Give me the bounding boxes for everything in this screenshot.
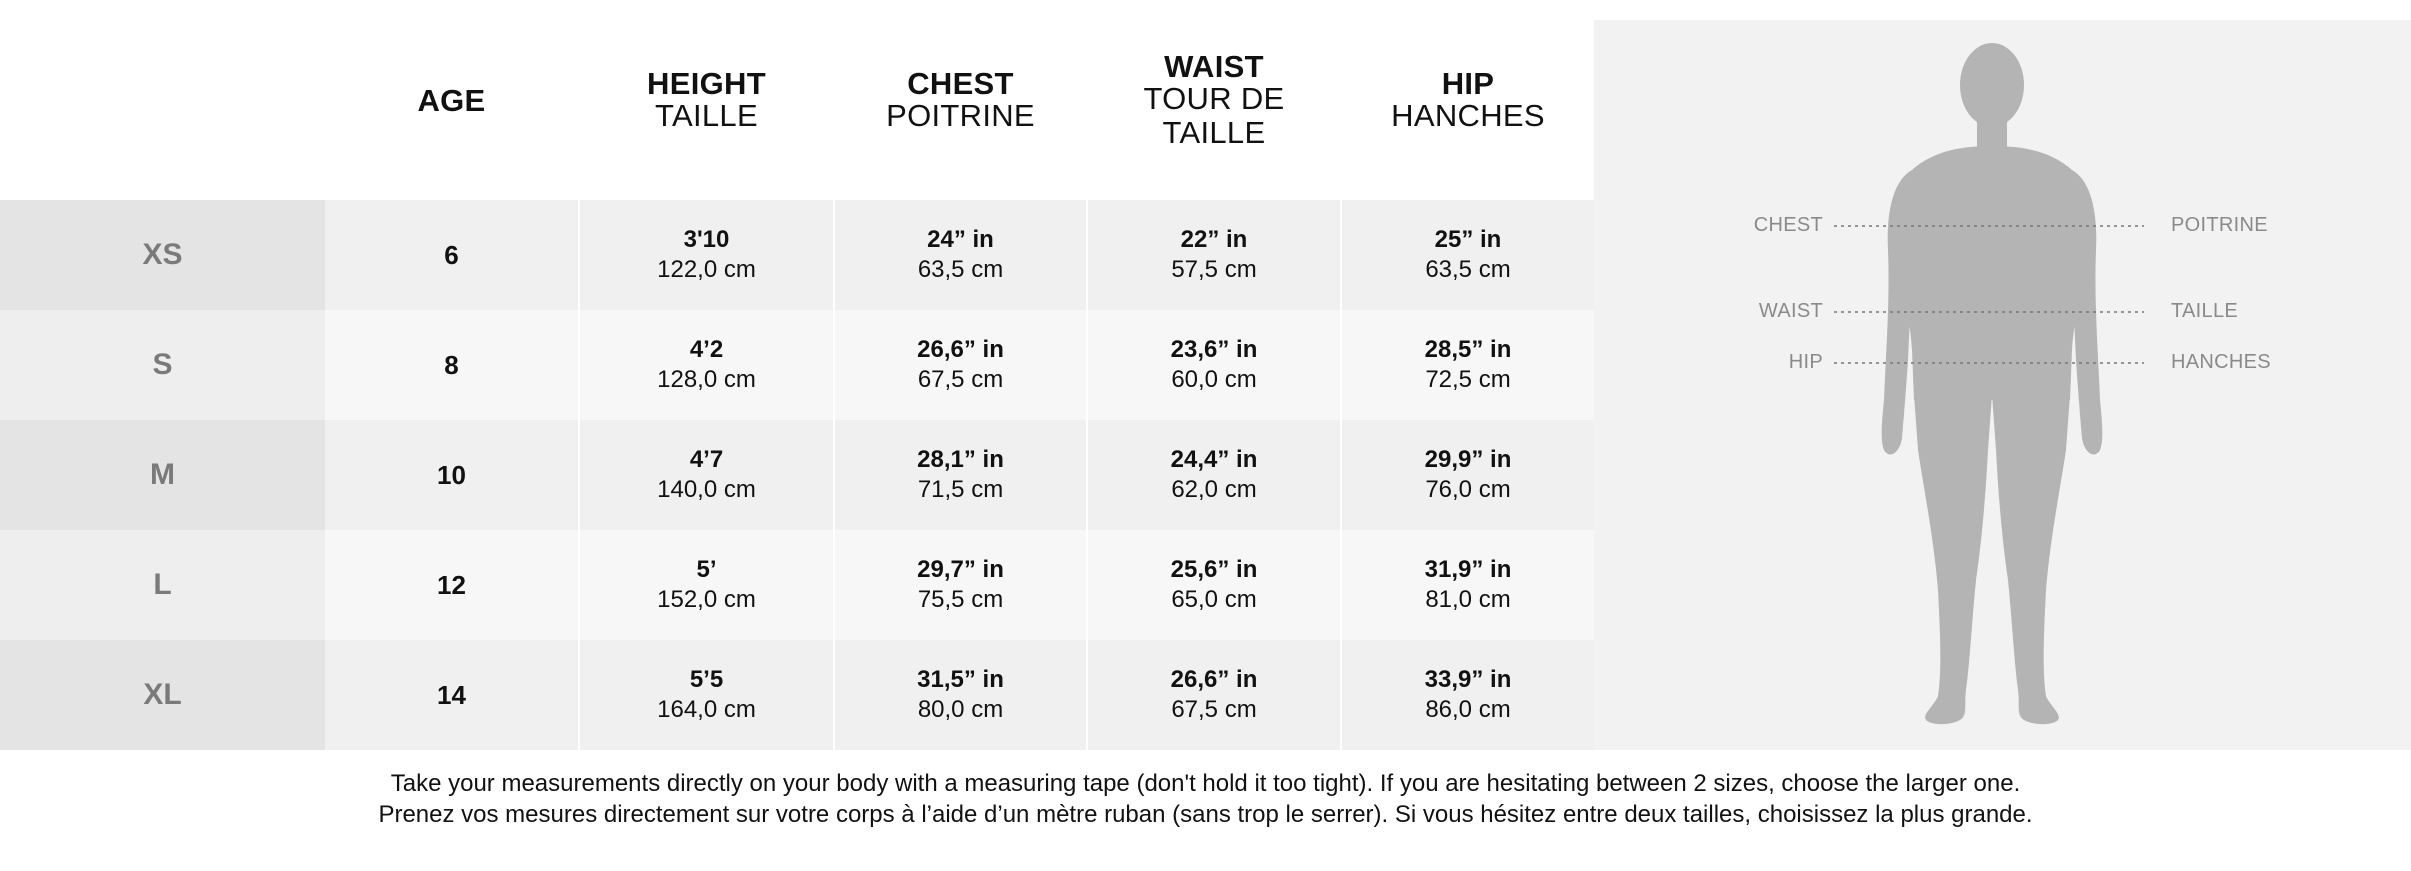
body-silhouette-icon: [1594, 20, 2411, 750]
height-imperial: 5’5: [689, 666, 724, 693]
waist-imperial: 26,6” in: [1170, 666, 1258, 693]
waist-imperial: 22” in: [1180, 226, 1248, 253]
chest-cell: [835, 310, 1086, 420]
header-height: [580, 0, 833, 200]
chest-imperial: 29,7” in: [917, 556, 1004, 583]
hip-metric: 72,5 cm: [1425, 366, 1511, 393]
size-cell: [0, 640, 325, 750]
header-height-fr: TAILLE: [655, 97, 758, 133]
age-value: 14: [437, 679, 466, 710]
height-imperial: 5’: [696, 556, 717, 583]
height-imperial: 4’2: [689, 336, 724, 363]
chest-label-en: CHEST: [1753, 214, 1823, 236]
header-waist-en: WAIST: [1164, 48, 1264, 84]
waist-imperial: 23,6” in: [1170, 336, 1258, 363]
header-waist: [1088, 0, 1340, 200]
instructions-french: Prenez vos mesures directement sur votre corps à l’aide d’un mètre ruban (sans trop le serrer). Si vous hésitez entre deux tailles, choisissez la plus grande.: [378, 801, 2033, 828]
hip-metric: 86,0 cm: [1425, 696, 1511, 723]
table-row-xl: [0, 640, 1594, 750]
chest-metric: 63,5 cm: [917, 256, 1004, 283]
waist-imperial: 25,6” in: [1170, 556, 1258, 583]
size-label: S: [152, 348, 173, 381]
chest-cell: [835, 640, 1086, 750]
header-waist-fr: TOUR DE TAILLE: [1143, 80, 1285, 150]
hip-imperial: 29,9” in: [1424, 446, 1512, 473]
hip-label-fr: HANCHES: [2171, 351, 2271, 373]
age-cell: [325, 640, 578, 750]
instructions-english: Take your measurements directly on your body with a measuring tape (don't hold it too tight). If you are hesitating between 2 sizes, choose the larger one.: [390, 770, 2021, 797]
waist-metric: 60,0 cm: [1171, 366, 1257, 393]
chest-metric: 71,5 cm: [917, 476, 1004, 503]
hip-cell: [1342, 310, 1594, 420]
measurement-figure-panel: [1594, 20, 2411, 750]
size-label: L: [153, 568, 172, 601]
size-cell: [0, 530, 325, 640]
waist-label-en: WAIST: [1758, 300, 1823, 322]
height-cell: [580, 420, 833, 530]
measurement-instructions: [0, 768, 2411, 830]
waist-metric: 65,0 cm: [1171, 586, 1257, 613]
chest-metric: 75,5 cm: [917, 586, 1004, 613]
header-hip-en: HIP: [1441, 65, 1495, 101]
height-metric: 140,0 cm: [657, 476, 756, 503]
table-row-xs: [0, 200, 1594, 310]
chest-label-fr: POITRINE: [2171, 214, 2268, 236]
waist-metric: 67,5 cm: [1171, 696, 1257, 723]
header-height-en: HEIGHT: [647, 65, 766, 101]
chest-metric: 67,5 cm: [917, 366, 1004, 393]
size-label: M: [150, 458, 175, 491]
hip-cell: [1342, 640, 1594, 750]
header-hip-fr: HANCHES: [1391, 97, 1545, 133]
hip-metric: 81,0 cm: [1425, 586, 1511, 613]
height-metric: 128,0 cm: [657, 366, 756, 393]
hip-label-en: HIP: [1788, 351, 1823, 373]
age-value: 8: [444, 349, 459, 380]
chest-imperial: 28,1” in: [917, 446, 1004, 473]
chest-metric: 80,0 cm: [917, 696, 1004, 723]
waist-cell: [1088, 420, 1340, 530]
waist-cell: [1088, 200, 1340, 310]
header-chest-fr: POITRINE: [886, 97, 1035, 133]
size-cell: [0, 310, 325, 420]
waist-label-fr: TAILLE: [2171, 300, 2239, 322]
header-chest-en: CHEST: [907, 65, 1014, 101]
hip-cell: [1342, 530, 1594, 640]
header-hip: [1342, 0, 1594, 200]
height-cell: [580, 310, 833, 420]
hip-imperial: 25” in: [1434, 226, 1502, 253]
chest-cell: [835, 420, 1086, 530]
age-value: 6: [444, 239, 459, 270]
waist-imperial: 24,4” in: [1170, 446, 1258, 473]
header-age: [325, 0, 578, 200]
height-cell: [580, 200, 833, 310]
size-label: XL: [143, 678, 182, 711]
waist-metric: 62,0 cm: [1171, 476, 1257, 503]
chest-imperial: 31,5” in: [917, 666, 1004, 693]
age-cell: [325, 420, 578, 530]
waist-cell: [1088, 640, 1340, 750]
size-cell: [0, 420, 325, 530]
height-cell: [580, 530, 833, 640]
hip-metric: 76,0 cm: [1425, 476, 1511, 503]
height-metric: 164,0 cm: [657, 696, 756, 723]
header-age-label: AGE: [417, 82, 486, 118]
height-imperial: 4’7: [689, 446, 724, 473]
hip-cell: [1342, 200, 1594, 310]
table-row-l: [0, 530, 1594, 640]
chest-cell: [835, 530, 1086, 640]
size-label: XS: [142, 238, 183, 271]
table-row-m: [0, 420, 1594, 530]
age-cell: [325, 310, 578, 420]
header-chest: [835, 0, 1086, 200]
hip-imperial: 33,9” in: [1424, 666, 1512, 693]
waist-cell: [1088, 530, 1340, 640]
age-cell: [325, 530, 578, 640]
age-value: 10: [437, 459, 466, 490]
table-row-s: [0, 310, 1594, 420]
height-imperial: 3'10: [683, 226, 730, 253]
hip-imperial: 28,5” in: [1424, 336, 1512, 363]
waist-cell: [1088, 310, 1340, 420]
chest-imperial: 26,6” in: [917, 336, 1004, 363]
hip-metric: 63,5 cm: [1425, 256, 1511, 283]
age-cell: [325, 200, 578, 310]
height-cell: [580, 640, 833, 750]
age-value: 12: [437, 569, 466, 600]
height-metric: 152,0 cm: [657, 586, 756, 613]
waist-metric: 57,5 cm: [1171, 256, 1257, 283]
size-cell: [0, 200, 325, 310]
hip-imperial: 31,9” in: [1424, 556, 1512, 583]
hip-cell: [1342, 420, 1594, 530]
height-metric: 122,0 cm: [657, 256, 756, 283]
chest-cell: [835, 200, 1086, 310]
chest-imperial: 24” in: [927, 226, 994, 253]
